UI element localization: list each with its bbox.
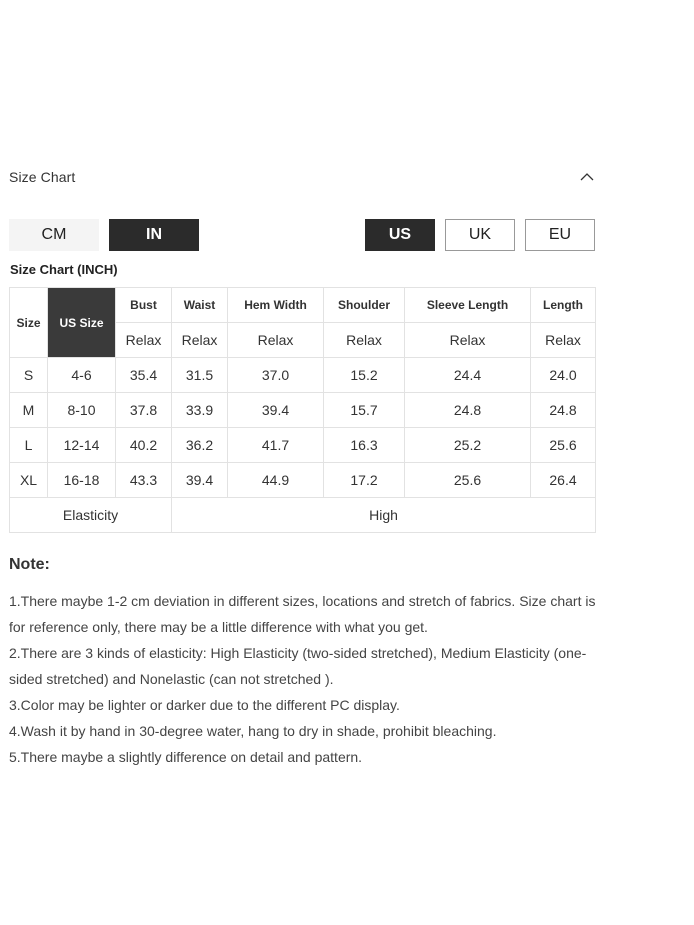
value-cell: 33.9 [172,393,228,428]
elasticity-label: Elasticity [10,498,172,533]
size-cell: M [10,393,48,428]
region-us-button[interactable]: US [365,219,435,251]
note-title: Note: [9,556,50,573]
value-cell: 25.6 [531,428,596,463]
elasticity-value: High [172,498,596,533]
value-cell: 26.4 [531,463,596,498]
measure-header: Shoulder [324,288,405,323]
measure-header: Sleeve Length [405,288,531,323]
table-row [10,428,596,463]
measure-header: Waist [172,288,228,323]
fit-label: Relax [172,323,228,358]
unit-in-button[interactable]: IN [109,219,199,251]
region-eu-button[interactable]: EU [525,219,595,251]
size-cell: XL [10,463,48,498]
size-cell: L [10,428,48,463]
value-cell: 37.0 [228,358,324,393]
value-cell: 39.4 [228,393,324,428]
size-table [9,287,596,533]
measure-header: Length [531,288,596,323]
value-cell: 40.2 [116,428,172,463]
size-chart-header[interactable] [0,160,604,194]
fit-label: Relax [228,323,324,358]
us-size-cell: 4-6 [48,358,116,393]
value-cell: 15.7 [324,393,405,428]
chart-subtitle: Size Chart (INCH) [10,262,118,277]
size-header: Size [10,288,48,358]
measure-header: Hem Width [228,288,324,323]
value-cell: 16.3 [324,428,405,463]
us-size-cell: 12-14 [48,428,116,463]
value-cell: 35.4 [116,358,172,393]
table-row [10,463,596,498]
value-cell: 25.6 [405,463,531,498]
elasticity-row [10,498,596,533]
fit-label: Relax [324,323,405,358]
value-cell: 15.2 [324,358,405,393]
us-size-cell: 8-10 [48,393,116,428]
value-cell: 37.8 [116,393,172,428]
value-cell: 24.4 [405,358,531,393]
size-chart-title: Size Chart [9,169,76,185]
value-cell: 44.9 [228,463,324,498]
note-item: 4.Wash it by hand in 30-degree water, hang to dry in shade, prohibit bleaching. [9,723,497,739]
value-cell: 39.4 [172,463,228,498]
unit-cm-button[interactable]: CM [9,219,99,251]
value-cell: 31.5 [172,358,228,393]
value-cell: 41.7 [228,428,324,463]
notes-list [9,588,599,770]
measure-header: Bust [116,288,172,323]
size-cell: S [10,358,48,393]
value-cell: 24.0 [531,358,596,393]
fit-label: Relax [116,323,172,358]
region-uk-button[interactable]: UK [445,219,515,251]
value-cell: 24.8 [531,393,596,428]
value-cell: 17.2 [324,463,405,498]
table-header-row [10,288,596,323]
note-item: 1.There maybe 1-2 cm deviation in different sizes, locations and stretch of fabrics. Size chart is for reference only, there may be a little difference with what you get. [9,593,596,635]
fit-label: Relax [531,323,596,358]
note-item: 5.There maybe a slightly difference on detail and pattern. [9,749,363,765]
note-item: 3.Color may be lighter or darker due to the different PC display. [9,697,400,713]
table-row [10,358,596,393]
us-size-header: US Size [48,288,116,358]
us-size-cell: 16-18 [48,463,116,498]
value-cell: 36.2 [172,428,228,463]
value-cell: 43.3 [116,463,172,498]
value-cell: 25.2 [405,428,531,463]
table-row [10,393,596,428]
note-item: 2.There are 3 kinds of elasticity: High Elasticity (two-sided stretched), Medium Elasticity (one-sided stretched) and Nonelastic (can not stretched ). [9,645,587,687]
value-cell: 24.8 [405,393,531,428]
fit-label: Relax [405,323,531,358]
chevron-up-icon[interactable] [580,170,594,184]
